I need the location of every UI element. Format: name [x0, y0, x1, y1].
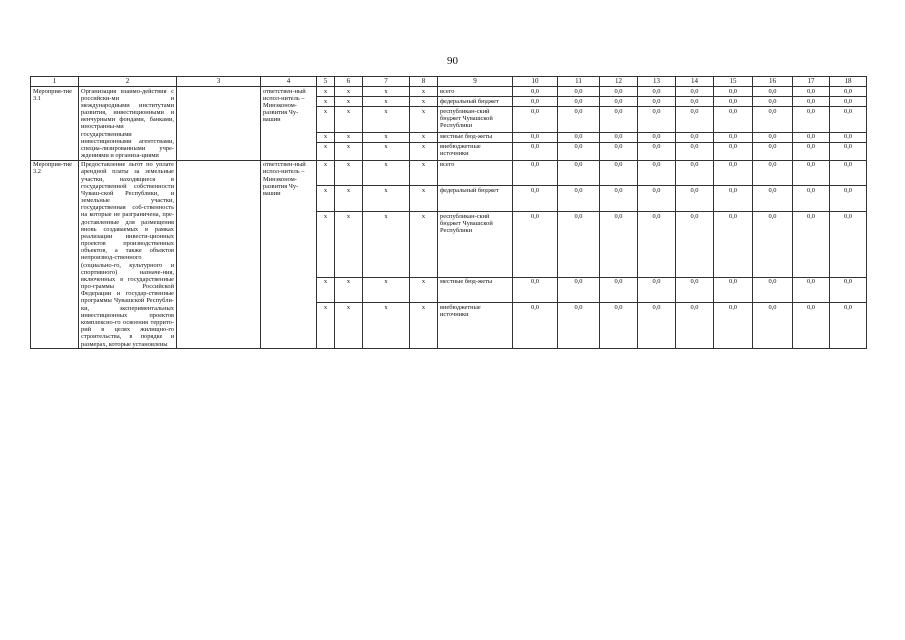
funding-value-cell: 0,0	[830, 186, 867, 212]
funding-value-cell: 0,0	[513, 186, 558, 212]
funding-value-cell: 0,0	[638, 97, 676, 107]
code-mark-cell: x	[335, 303, 363, 349]
code-mark-cell: x	[363, 277, 410, 303]
column-header: 16	[753, 77, 793, 87]
funding-source-cell: всего	[438, 160, 513, 186]
funding-value-cell: 0,0	[753, 87, 793, 97]
executor-cell: ответствен-ный испол-нитель – Минэконом-развития Чу-вашии	[261, 160, 317, 348]
funding-value-cell: 0,0	[714, 97, 753, 107]
funding-value-cell: 0,0	[830, 160, 867, 186]
code-mark-cell: x	[363, 303, 410, 349]
code-mark-cell: x	[363, 87, 410, 97]
funding-value-cell: 0,0	[600, 212, 638, 278]
funding-value-cell: 0,0	[638, 303, 676, 349]
code-mark-cell: x	[335, 186, 363, 212]
measure-cell: Мероприя-тие 3.1	[31, 87, 79, 161]
funding-value-cell: 0,0	[638, 186, 676, 212]
funding-value-cell: 0,0	[793, 277, 830, 303]
funding-value-cell: 0,0	[714, 160, 753, 186]
funding-value-cell: 0,0	[793, 107, 830, 133]
funding-value-cell: 0,0	[753, 186, 793, 212]
funding-value-cell: 0,0	[600, 303, 638, 349]
funding-value-cell: 0,0	[753, 132, 793, 142]
code-mark-cell: x	[410, 107, 438, 133]
funding-value-cell: 0,0	[558, 87, 600, 97]
funding-value-cell: 0,0	[600, 142, 638, 160]
code-mark-cell: x	[363, 97, 410, 107]
funding-value-cell: 0,0	[676, 107, 714, 133]
funding-value-cell: 0,0	[714, 132, 753, 142]
column-header: 4	[261, 77, 317, 87]
funding-value-cell: 0,0	[753, 107, 793, 133]
funding-value-cell: 0,0	[558, 303, 600, 349]
code-mark-cell: x	[317, 212, 335, 278]
goal-cell	[177, 87, 261, 161]
funding-value-cell: 0,0	[793, 160, 830, 186]
table-row	[31, 160, 867, 186]
funding-value-cell: 0,0	[830, 277, 867, 303]
column-header: 18	[830, 77, 867, 87]
funding-value-cell: 0,0	[676, 142, 714, 160]
code-mark-cell: x	[410, 186, 438, 212]
funding-value-cell: 0,0	[830, 142, 867, 160]
funding-value-cell: 0,0	[513, 132, 558, 142]
funding-value-cell: 0,0	[600, 87, 638, 97]
column-header: 3	[177, 77, 261, 87]
funding-value-cell: 0,0	[714, 142, 753, 160]
code-mark-cell: x	[335, 132, 363, 142]
funding-value-cell: 0,0	[600, 132, 638, 142]
funding-value-cell: 0,0	[513, 303, 558, 349]
funding-value-cell: 0,0	[793, 97, 830, 107]
funding-value-cell: 0,0	[830, 212, 867, 278]
funding-value-cell: 0,0	[600, 107, 638, 133]
funding-value-cell: 0,0	[793, 87, 830, 97]
column-header: 5	[317, 77, 335, 87]
description-cell: Организация взаимо-действия с российски-ми и международными институтами развития, инвестиционными и венчурными фондами, банками, иностранны-ми государственными инвестиционными агентствами, специа-лизированными учре-ждениями и организа-циями	[79, 87, 177, 161]
funding-value-cell: 0,0	[676, 303, 714, 349]
description-cell: Предоставление льгот по уплате арендной платы за земельные участки, находящиеся в государственной собственности Чуваш-ской Республики, и земельные участки, государственная соб-ственность на которые не разграничена, пре-доставленные для размещения вновь создаваемых в рамках реализации инвести-ционных проектов производственных объектов, а также объектов непроизвод-ственного (социально-го, культурного и спортивного) назначе-ния, включенных в государственные про-граммы Российской Федерации и государ-ственные программы Чувашской Республи-ки, экспериментальных инвестиционных проектов комплексно-го освоения террито-рий в целях жилищно-го строительства, в порядке и размерах, которые установлены	[79, 160, 177, 348]
page-number: 90	[447, 55, 458, 67]
funding-value-cell: 0,0	[638, 277, 676, 303]
funding-source-cell: республикан-ский бюджет Чувашской Республики	[438, 107, 513, 133]
funding-value-cell: 0,0	[676, 97, 714, 107]
funding-source-cell: местные бюд-жеты	[438, 277, 513, 303]
code-mark-cell: x	[363, 132, 410, 142]
funding-value-cell: 0,0	[676, 160, 714, 186]
funding-value-cell: 0,0	[676, 87, 714, 97]
funding-value-cell: 0,0	[600, 160, 638, 186]
funding-value-cell: 0,0	[753, 212, 793, 278]
funding-value-cell: 0,0	[513, 142, 558, 160]
funding-value-cell: 0,0	[600, 186, 638, 212]
funding-value-cell: 0,0	[830, 303, 867, 349]
header-row	[31, 77, 867, 87]
funding-source-cell: местные бюд-жеты	[438, 132, 513, 142]
funding-value-cell: 0,0	[638, 142, 676, 160]
program-table	[30, 76, 867, 349]
funding-value-cell: 0,0	[513, 107, 558, 133]
funding-value-cell: 0,0	[676, 212, 714, 278]
column-header: 12	[600, 77, 638, 87]
column-header: 8	[410, 77, 438, 87]
funding-value-cell: 0,0	[638, 132, 676, 142]
code-mark-cell: x	[335, 160, 363, 186]
funding-value-cell: 0,0	[558, 277, 600, 303]
code-mark-cell: x	[410, 142, 438, 160]
funding-value-cell: 0,0	[793, 186, 830, 212]
code-mark-cell: x	[363, 212, 410, 278]
code-mark-cell: x	[335, 97, 363, 107]
funding-value-cell: 0,0	[638, 107, 676, 133]
funding-value-cell: 0,0	[793, 132, 830, 142]
code-mark-cell: x	[335, 212, 363, 278]
funding-source-cell: всего	[438, 87, 513, 97]
code-mark-cell: x	[317, 87, 335, 97]
funding-value-cell: 0,0	[558, 107, 600, 133]
column-header: 17	[793, 77, 830, 87]
column-header: 7	[363, 77, 410, 87]
funding-value-cell: 0,0	[600, 97, 638, 107]
funding-value-cell: 0,0	[513, 160, 558, 186]
funding-value-cell: 0,0	[753, 142, 793, 160]
funding-value-cell: 0,0	[513, 212, 558, 278]
column-header: 1	[31, 77, 79, 87]
funding-value-cell: 0,0	[830, 87, 867, 97]
funding-source-cell: федеральный бюджет	[438, 97, 513, 107]
code-mark-cell: x	[410, 160, 438, 186]
funding-value-cell: 0,0	[513, 87, 558, 97]
funding-value-cell: 0,0	[558, 97, 600, 107]
funding-value-cell: 0,0	[558, 160, 600, 186]
funding-value-cell: 0,0	[558, 212, 600, 278]
code-mark-cell: x	[363, 107, 410, 133]
funding-value-cell: 0,0	[676, 277, 714, 303]
code-mark-cell: x	[317, 303, 335, 349]
funding-value-cell: 0,0	[676, 132, 714, 142]
funding-value-cell: 0,0	[714, 212, 753, 278]
funding-value-cell: 0,0	[753, 303, 793, 349]
table-row	[31, 87, 867, 97]
code-mark-cell: x	[317, 142, 335, 160]
funding-value-cell: 0,0	[830, 107, 867, 133]
funding-value-cell: 0,0	[714, 186, 753, 212]
funding-value-cell: 0,0	[513, 277, 558, 303]
code-mark-cell: x	[317, 160, 335, 186]
code-mark-cell: x	[335, 277, 363, 303]
code-mark-cell: x	[317, 97, 335, 107]
funding-value-cell: 0,0	[793, 303, 830, 349]
funding-value-cell: 0,0	[753, 97, 793, 107]
code-mark-cell: x	[410, 97, 438, 107]
funding-value-cell: 0,0	[558, 142, 600, 160]
column-header: 2	[79, 77, 177, 87]
funding-source-cell: федеральный бюджет	[438, 186, 513, 212]
code-mark-cell: x	[335, 87, 363, 97]
code-mark-cell: x	[317, 277, 335, 303]
code-mark-cell: x	[363, 186, 410, 212]
measure-cell: Мероприя-тие 3.2	[31, 160, 79, 348]
column-header: 9	[438, 77, 513, 87]
funding-value-cell: 0,0	[638, 160, 676, 186]
funding-value-cell: 0,0	[600, 277, 638, 303]
funding-value-cell: 0,0	[676, 186, 714, 212]
column-header: 15	[714, 77, 753, 87]
funding-value-cell: 0,0	[513, 97, 558, 107]
code-mark-cell: x	[335, 142, 363, 160]
funding-source-cell: республикан-ский бюджет Чувашской Республики	[438, 212, 513, 278]
funding-value-cell: 0,0	[830, 132, 867, 142]
code-mark-cell: x	[410, 212, 438, 278]
code-mark-cell: x	[363, 142, 410, 160]
code-mark-cell: x	[317, 107, 335, 133]
funding-value-cell: 0,0	[558, 186, 600, 212]
funding-value-cell: 0,0	[638, 212, 676, 278]
code-mark-cell: x	[410, 87, 438, 97]
column-header: 10	[513, 77, 558, 87]
funding-source-cell: внебюджетные источники	[438, 142, 513, 160]
funding-value-cell: 0,0	[714, 303, 753, 349]
column-header: 13	[638, 77, 676, 87]
code-mark-cell: x	[317, 132, 335, 142]
column-header: 11	[558, 77, 600, 87]
code-mark-cell: x	[410, 132, 438, 142]
funding-source-cell: внебюджетные источники	[438, 303, 513, 349]
code-mark-cell: x	[335, 107, 363, 133]
code-mark-cell: x	[317, 186, 335, 212]
funding-value-cell: 0,0	[714, 107, 753, 133]
funding-value-cell: 0,0	[793, 212, 830, 278]
funding-value-cell: 0,0	[558, 132, 600, 142]
funding-value-cell: 0,0	[638, 87, 676, 97]
funding-value-cell: 0,0	[830, 97, 867, 107]
code-mark-cell: x	[410, 303, 438, 349]
funding-value-cell: 0,0	[753, 160, 793, 186]
funding-value-cell: 0,0	[753, 277, 793, 303]
column-header: 14	[676, 77, 714, 87]
column-header: 6	[335, 77, 363, 87]
code-mark-cell: x	[363, 160, 410, 186]
funding-value-cell: 0,0	[793, 142, 830, 160]
code-mark-cell: x	[410, 277, 438, 303]
funding-value-cell: 0,0	[714, 277, 753, 303]
executor-cell: ответствен-ный испол-нитель – Минэконом-развития Чу-вашии	[261, 87, 317, 161]
goal-cell	[177, 160, 261, 348]
funding-value-cell: 0,0	[714, 87, 753, 97]
